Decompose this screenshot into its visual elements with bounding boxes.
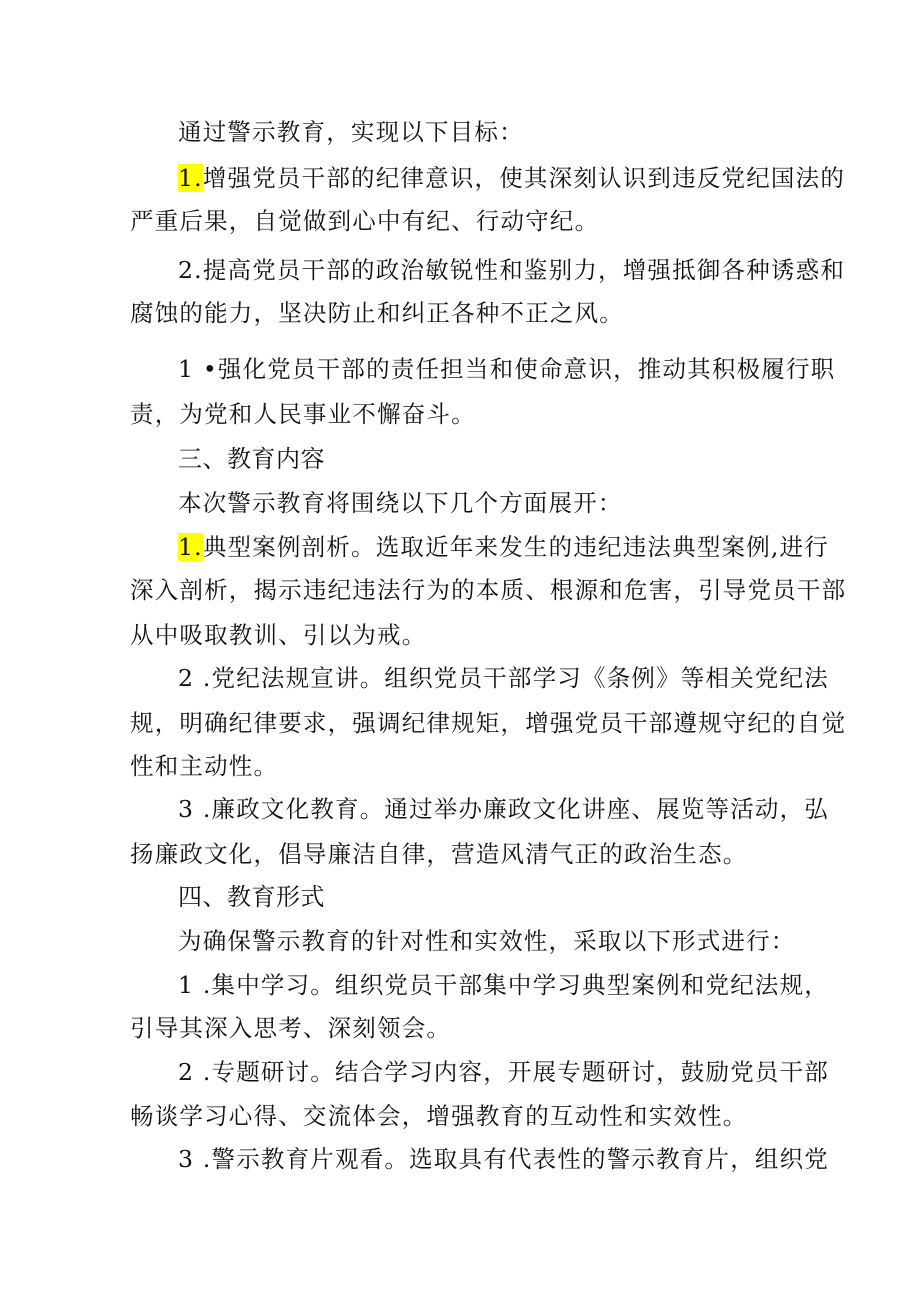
form-1-line-2: 引导其深入思考、深刻领会。 xyxy=(130,1014,452,1042)
content-2-line-3: 性和主动性。 xyxy=(130,752,279,780)
goal-3-line-1: 1 •强化党员干部的责任担当和使命意识，推动其积极履行职 xyxy=(178,355,836,383)
form-1-line-1: 1 .集中学习。组织党员干部集中学习典型案例和党纪法规， xyxy=(178,971,829,999)
form-2-line-1: 2 .专题研讨。结合学习内容，开展专题研讨，鼓励党员干部 xyxy=(178,1058,829,1086)
content-2-line-2: 规，明确纪律要求，强调纪律规矩，增强党员干部遵规守纪的自觉 xyxy=(130,709,847,737)
form-2-line-2: 畅谈学习心得、交流体会，增强教育的互动性和实效性。 xyxy=(130,1102,748,1130)
content-1-text: 典型案例剖析。选取近年来发生的违纪违法典型案例,进行 xyxy=(202,533,829,561)
content-1-line-3: 从中吸取教训、引以为戒。 xyxy=(130,621,427,649)
goal-2-line-2: 腐蚀的能力，坚决防止和纠正各种不正之风。 xyxy=(130,299,624,327)
section-3-heading: 三、教育内容 xyxy=(178,445,325,473)
highlight-number: 1. xyxy=(178,533,203,561)
goal-intro: 通过警示教育，实现以下目标： xyxy=(178,118,524,146)
content-1-line-2: 深入剖析，揭示违纪违法行为的本质、根源和危害，引导党员干部 xyxy=(130,576,847,604)
section-3-intro: 本次警示教育将围绕以下几个方面展开： xyxy=(178,489,623,517)
highlight-number: 1. xyxy=(178,164,203,192)
goal-1-line-1 xyxy=(178,162,858,194)
goal-3-line-2: 责，为党和人民事业不懈奋斗。 xyxy=(130,400,476,428)
goal-1-line-2: 严重后果，自觉做到心中有纪、行动守纪。 xyxy=(130,207,600,235)
content-3-line-1: 3 .廉政文化教育。通过举办廉政文化讲座、展览等活动，弘 xyxy=(178,795,829,823)
section-4-heading: 四、教育形式 xyxy=(178,883,325,911)
content-3-line-2: 扬廉政文化，倡导廉洁自律，营造风清气正的政治生态。 xyxy=(130,840,748,868)
section-4-intro: 为确保警示教育的针对性和实效性，采取以下形式进行： xyxy=(178,927,796,955)
goal-1-text: 增强党员干部的纪律意识，使其深刻认识到违反党纪国法的 xyxy=(202,164,846,192)
form-3-line-1: 3 .警示教育片观看。选取具有代表性的警示教育片，组织党 xyxy=(178,1145,829,1173)
content-1-line-1 xyxy=(178,531,858,563)
goal-2-line-1: 2.提高党员干部的政治敏锐性和鉴别力，增强抵御各种诱惑和 xyxy=(178,256,846,284)
content-2-line-1: 2 .党纪法规宣讲。组织党员干部学习《条例》等相关党纪法 xyxy=(178,664,829,692)
